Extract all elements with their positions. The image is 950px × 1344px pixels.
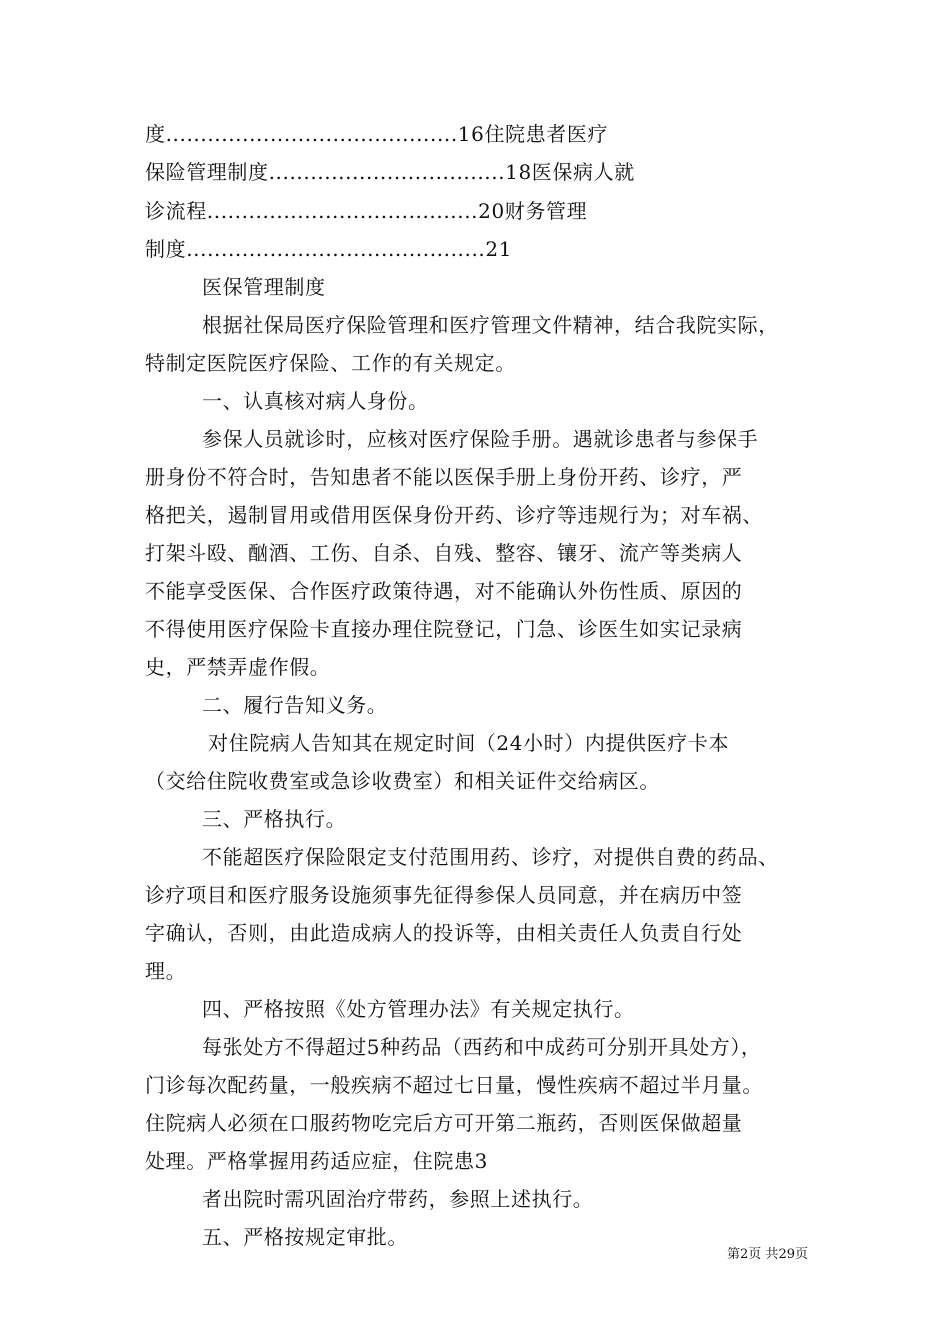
paragraph-line: 住院病人必须在口服药物吃完后方可开第二瓶药，否则医保做超量 — [145, 1111, 743, 1135]
paragraph-line: 史，严禁弄虚作假。 — [145, 655, 331, 679]
paragraph-line: 格把关，遏制冒用或借用医保身份开药、诊疗等违规行为；对车祸、 — [145, 503, 763, 527]
paragraph-line: 参保人员就诊时，应核对医疗保险手册。遇就诊患者与参保手 — [202, 427, 759, 451]
toc-line: 保险管理制度..................................18医保病人就 — [145, 160, 635, 184]
paragraph-line: 处理。严格掌握用药适应症，住院患3 — [145, 1149, 488, 1173]
paragraph-line: 根据社保局医疗保险管理和医疗管理文件精神，结合我院实际， — [202, 313, 779, 337]
heading-line: 三、严格执行。 — [202, 807, 347, 831]
section-title: 医保管理制度 — [202, 275, 326, 299]
paragraph-line: 每张处方不得超过5种药品（西药和中成药可分别开具处方）， — [202, 1035, 762, 1059]
footer-suffix: 页 — [794, 1247, 808, 1262]
paragraph-line: 理。 — [145, 959, 187, 983]
toc-line: 制度...........................................21 — [145, 237, 513, 261]
toc-line: 度..........................................16住院患者医疗 — [145, 122, 609, 146]
footer-middle: 页 共 — [748, 1247, 779, 1262]
footer-total-pages: 29 — [778, 1247, 795, 1262]
footer-prefix: 第 — [727, 1247, 741, 1262]
heading-line: 四、严格按照《处方管理办法》有关规定执行。 — [202, 997, 635, 1021]
paragraph-line: 不能超医疗保险限定支付范围用药、诊疗，对提供自费的药品、 — [202, 845, 779, 869]
paragraph-line: 者出院时需巩固治疗带药，参照上述执行。 — [202, 1187, 594, 1211]
paragraph-line: 诊疗项目和医疗服务设施须事先征得参保人员同意，并在病历中签 — [145, 883, 743, 907]
paragraph-line: 对住院病人告知其在规定时间（24小时）内提供医疗卡本 — [208, 731, 730, 755]
heading-line: 五、严格按规定审批。 — [202, 1225, 408, 1249]
paragraph-line: 不得使用医疗保险卡直接办理住院登记，门急、诊医生如实记录病 — [145, 617, 743, 641]
heading-line: 一、认真核对病人身份。 — [202, 389, 429, 413]
paragraph-line: 打架斗殴、酗酒、工伤、自杀、自残、整容、镶牙、流产等类病人 — [145, 541, 743, 565]
paragraph-line: 不能享受医保、合作医疗政策待遇，对不能确认外伤性质、原因的 — [145, 579, 743, 603]
heading-line: 二、履行告知义务。 — [202, 693, 388, 717]
toc-line: 诊流程.......................................20财务管理 — [145, 199, 588, 223]
paragraph-line: 册身份不符合时，告知患者不能以医保手册上身份开药、诊疗，严 — [145, 465, 743, 489]
paragraph-line: 字确认，否则，由此造成病人的投诉等，由相关责任人负责自行处 — [145, 921, 743, 945]
paragraph-line: 门诊每次配药量，一般疾病不超过七日量，慢性疾病不超过半月量。 — [145, 1073, 763, 1097]
footer-page-number: 2 — [740, 1247, 749, 1262]
paragraph-line: （交给住院收费室或急诊收费室）和相关证件交给病区。 — [145, 769, 660, 793]
paragraph-line: 特制定医院医疗保险、工作的有关规定。 — [145, 351, 516, 375]
page-footer — [0, 1247, 808, 1263]
